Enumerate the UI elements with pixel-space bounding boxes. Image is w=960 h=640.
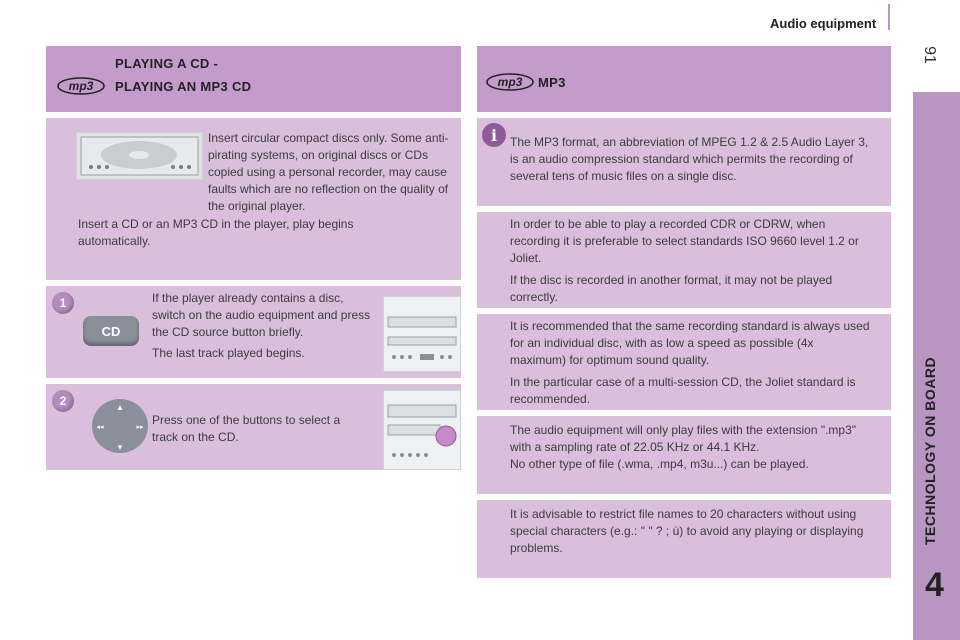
audio-unit-image <box>383 390 461 470</box>
recording-standard-text: It is recommended that the same recording standard is always used for an individual disc, with as low a speed as possible (4x maximum) for optimum sound quality. <box>510 319 870 367</box>
mp3-logo-icon <box>56 76 106 96</box>
step2-text: Press one of the buttons to select a track on the CD. <box>152 413 341 444</box>
file-name-text: It is advisable to restrict file names to 20 characters without using special characters (e.g.: " " ? ; ù) to avoid any playing or displaying problems. <box>510 507 864 555</box>
cd-slot-icon <box>77 133 202 179</box>
info-box-2-text <box>510 216 872 306</box>
step1-panel <box>46 286 461 378</box>
chapter-label: TECHNOLOGY ON BOARD <box>922 356 938 545</box>
info-box-1 <box>477 118 891 206</box>
section-title: Audio equipment <box>770 16 877 31</box>
chapter-number: 4 <box>925 566 944 604</box>
svg-text:▾: ▾ <box>117 443 123 453</box>
header-divider <box>888 4 890 30</box>
page-number: 91 <box>920 46 938 64</box>
cd-source-button: CD <box>83 316 139 346</box>
iso-standard-text: In order to be able to play a recorded CDR or CDRW, when recording it is preferable to select standards ISO 9660 level 1.2 or Joliet. <box>510 217 859 265</box>
step2-panel <box>46 384 461 470</box>
svg-text:mp3: mp3 <box>497 75 523 89</box>
step-number-badge: 2 <box>52 390 74 412</box>
intro-panel <box>46 118 461 280</box>
info-box-3-text <box>510 318 872 408</box>
step1-text <box>152 290 377 362</box>
left-header-panel <box>46 46 461 112</box>
info-box-4 <box>477 416 891 494</box>
left-title-line2: PLAYING AN MP3 CD <box>115 79 252 94</box>
audio-unit-image <box>383 296 461 372</box>
info-icon: i <box>482 123 506 147</box>
audio-unit-icon <box>384 391 460 469</box>
mp3-definition-text: The MP3 format, an abbreviation of MPEG 1.2 & 2.5 Audio Layer 3, is an audio compression standard which permits the recording of several tens of music files on a single disc. <box>510 135 869 183</box>
svg-text:mp3: mp3 <box>68 79 94 93</box>
info-box-3 <box>477 314 891 410</box>
step1-paragraph-1: If the player already contains a disc, switch on the audio equipment and press the CD source button briefly. <box>152 291 371 339</box>
info-box-5 <box>477 500 891 578</box>
other-format-text: If the disc is recorded in another format, it may not be played correctly. <box>510 273 833 304</box>
audio-unit-icon <box>384 297 460 371</box>
cd-player-image <box>76 132 203 180</box>
mp3-logo-icon <box>485 72 535 92</box>
file-extension-text: The audio equipment will only play files with the extension ".mp3" with a sampling rate of 22.05 KHz or 44.1 KHz. <box>510 423 857 454</box>
svg-text:▴: ▴ <box>117 403 123 413</box>
info-box-2 <box>477 212 891 308</box>
right-title: MP3 <box>538 75 566 90</box>
info-box-4-text <box>510 422 872 473</box>
intro-paragraph-2: Insert a CD or an MP3 CD in the player, play begins automatically. <box>78 217 354 248</box>
direction-pad-icon <box>91 398 149 454</box>
step-number-badge: 1 <box>52 292 74 314</box>
step1-paragraph-2: The last track played begins. <box>152 346 305 360</box>
right-header-panel <box>477 46 891 112</box>
svg-text:▸▸: ▸▸ <box>136 423 144 431</box>
svg-text:◂◂: ◂◂ <box>96 423 104 431</box>
unsupported-files-text: No other type of file (.wma, .mp4, m3u...) can be played. <box>510 457 809 471</box>
intro-paragraph-1: Insert circular compact discs only. Some anti-pirating systems, on original discs or CDs copied using a personal recorder, may cause faults which are no reflection on the quality of the original player. <box>208 131 449 213</box>
left-title-line1: PLAYING A CD - <box>115 56 219 71</box>
multi-session-text: In the particular case of a multi-session CD, the Joliet standard is recommended. <box>510 375 856 406</box>
